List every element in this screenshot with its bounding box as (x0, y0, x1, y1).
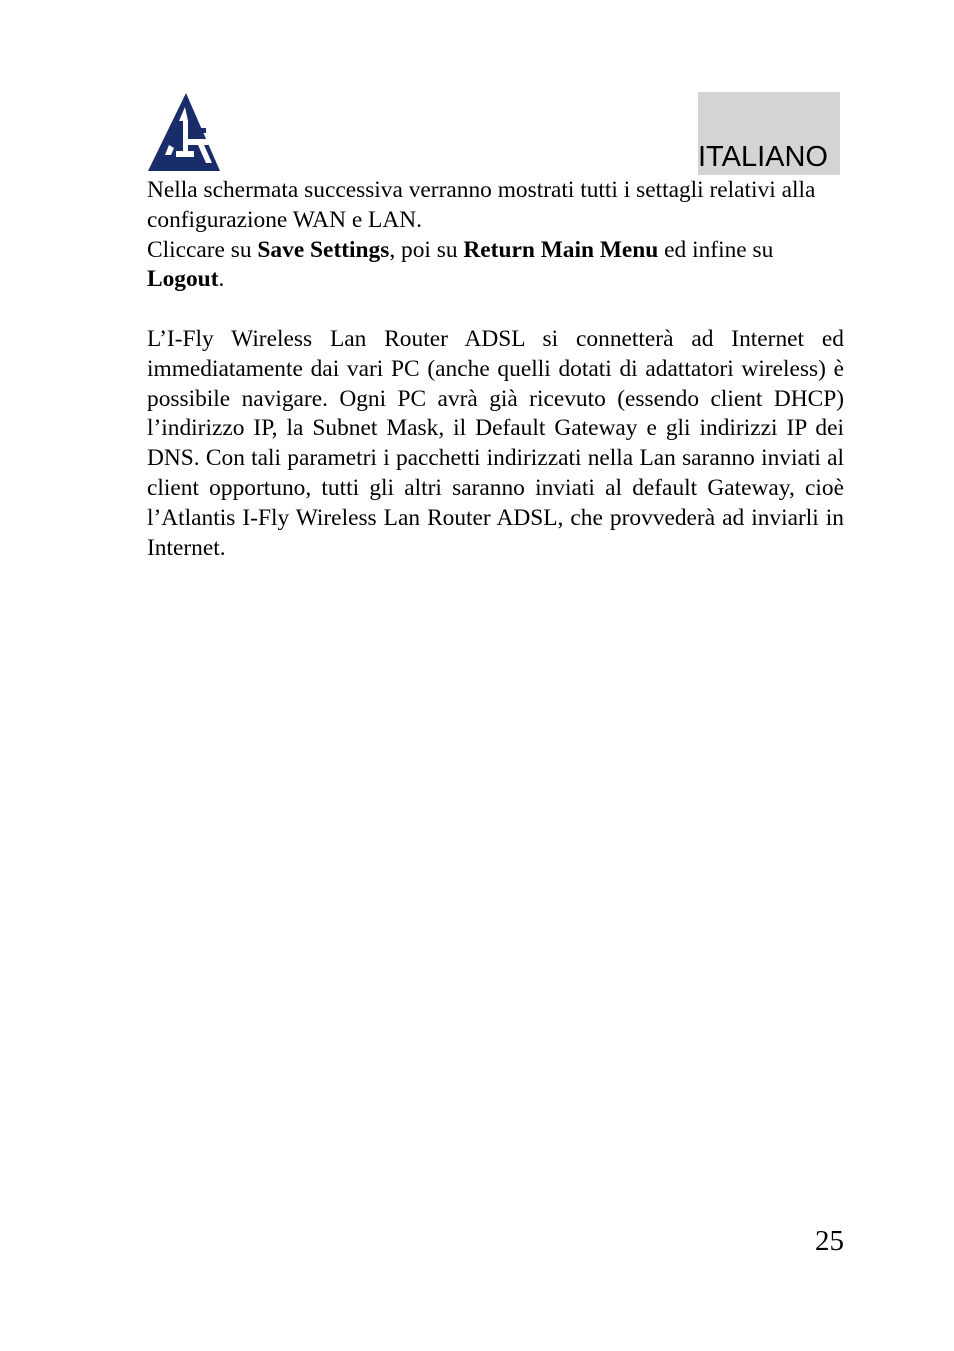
language-label: ITALIANO (698, 141, 828, 173)
instruction-mid-2: ed infine su (658, 236, 774, 263)
instruction-prefix: Cliccare su (147, 236, 258, 263)
save-settings-label: Save Settings (257, 236, 390, 263)
instruction-line-1: Nella schermata successiva verranno mostrati tutti i settagli relativi alla configurazione WAN e LAN. (147, 177, 816, 233)
paragraph-instructions (147, 176, 844, 295)
page-number: 25 (815, 1225, 844, 1257)
atlantis-logo-icon (148, 93, 220, 171)
return-main-menu-label: Return Main Menu (463, 236, 659, 263)
paragraph-router-description: L’I-Fly Wireless Lan Router ADSL si connetterà ad Internet ed immediatamente dai vari PC (anche quelli dotati di adattatori wireless) è possibile navigare. Ogni PC avrà già ricevuto (essendo client DHCP) l’indirizzo IP, la Subnet Mask, il Default Gateway e gli indirizzi IP dei DNS. Con tali parametri i pacchetti indirizzati nella Lan saranno inviati al client opportuno, tutti gli altri saranno inviati al default Gateway, cioè l’Atlantis I-Fly Wireless Lan Router ADSL, che provvederà ad inviarli in Internet. (147, 325, 844, 561)
instruction-end: . (218, 266, 225, 293)
instruction-mid: , poi su (389, 236, 464, 263)
logout-label: Logout (147, 266, 219, 293)
page-body (147, 176, 844, 563)
